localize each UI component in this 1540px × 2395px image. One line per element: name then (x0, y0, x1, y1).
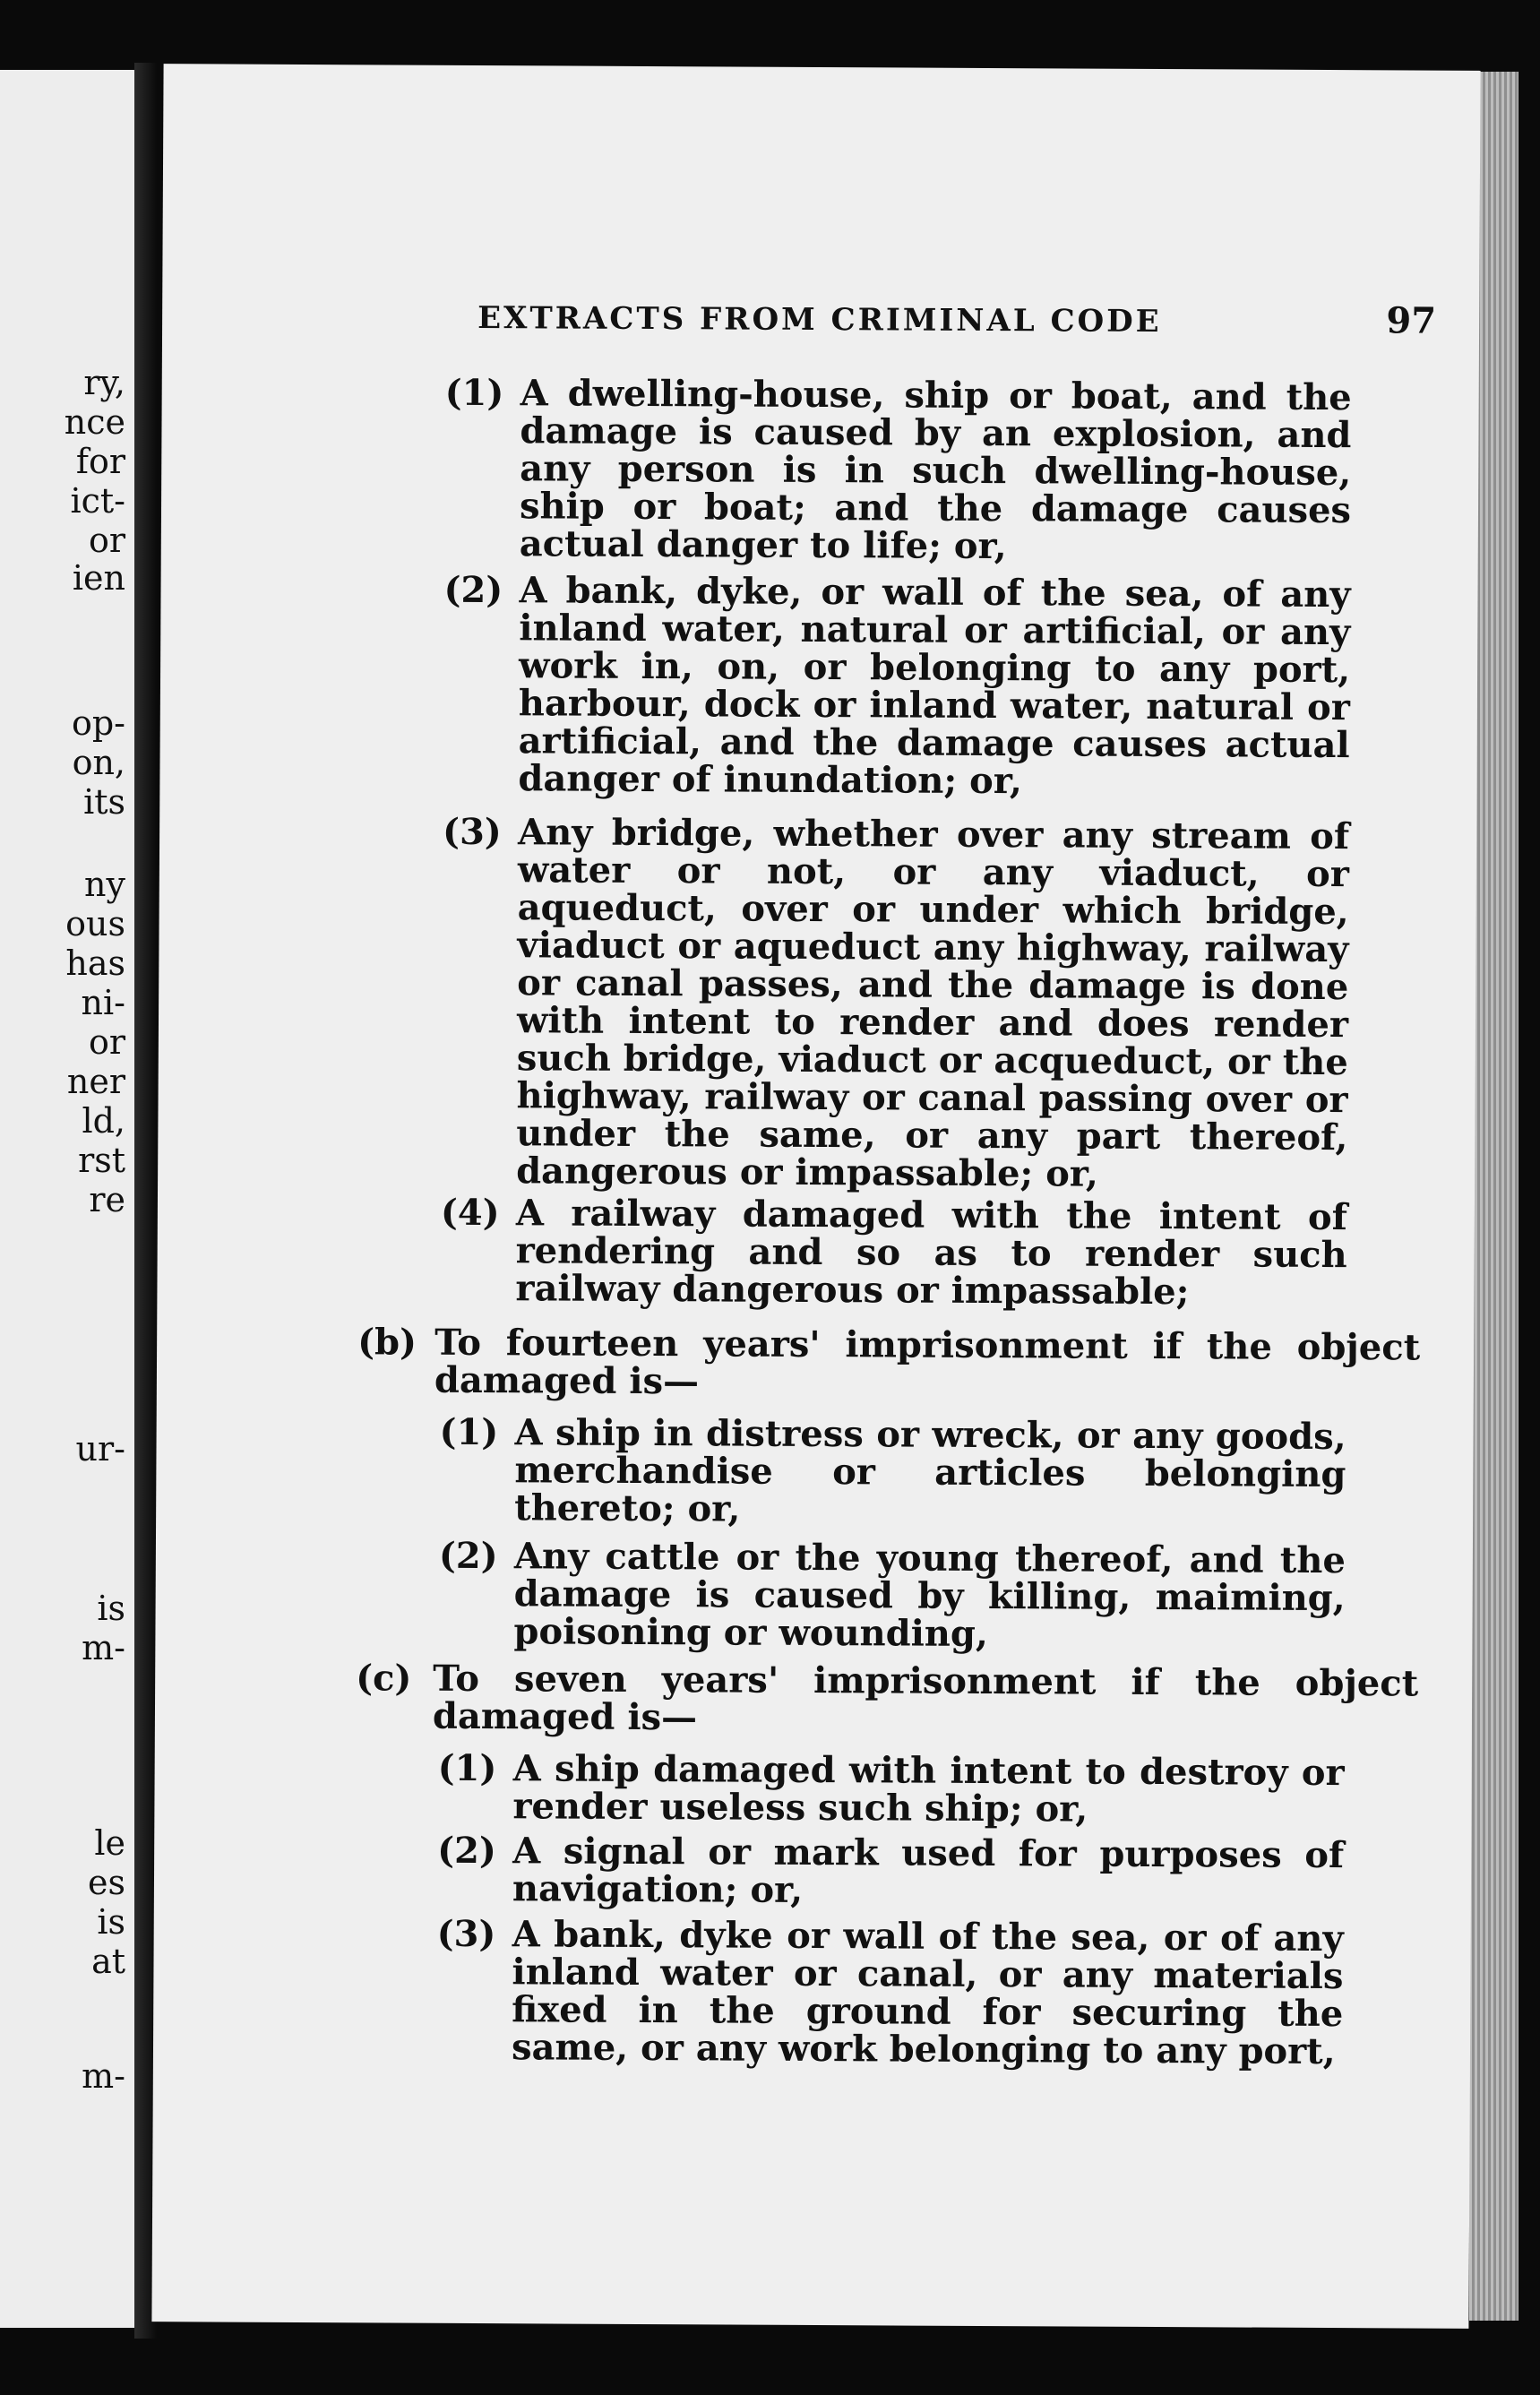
left-page-text: on, (72, 743, 125, 782)
clause-text: To fourteen years' imprisonment if the object damaged is— (434, 1321, 1421, 1403)
left-page-text: is (97, 1589, 125, 1628)
clause-number: (2) (437, 1829, 496, 1873)
clause-text: Any cattle or the young thereof, and the damage is caused by killing, maiming, poisoning or wounding, (513, 1535, 1346, 1656)
page-number: 97 (1386, 299, 1437, 342)
left-page-text: ict- (70, 481, 125, 521)
left-page-text: its (83, 782, 125, 822)
clause-text: A dwelling-house, ship or boat, and the damage is caused by an explosion, and any person is in such dwelling-house, ship or boat; and the damage causes actual danger to life; or, (519, 372, 1352, 568)
running-title: EXTRACTS FROM CRIMINAL CODE (477, 300, 1162, 340)
left-page-text: ld, (82, 1101, 125, 1141)
clause-number: (3) (436, 1912, 496, 1956)
left-page-text: m- (82, 2056, 125, 2096)
clause-text: To seven years' imprisonment if the object damaged is— (432, 1657, 1419, 1739)
left-page-text: ur- (75, 1429, 125, 1469)
clause-text: A railway damaged with the intent of rendering and so as to render such railway dangerous or impassable; (515, 1192, 1348, 1314)
left-page-fragment (0, 70, 134, 2328)
left-page-text: or (88, 1022, 125, 1062)
left-page-text: m- (82, 1628, 125, 1667)
left-page-text: nce (64, 402, 125, 442)
left-page-text: ien (72, 558, 125, 598)
left-page-text: ner (66, 1062, 125, 1101)
clause-text: A bank, dyke or wall of the sea, or of any inland water or canal, or any materials fixed in the ground for securing the same, or any work belonging to any port, (511, 1913, 1344, 2073)
clause-text: A signal or mark used for purposes of navigation; or, (512, 1830, 1345, 1911)
running-header (477, 300, 1436, 350)
page-content (151, 64, 1480, 2329)
clause-number: (b) (357, 1321, 417, 1364)
left-page-text: op- (71, 703, 125, 743)
left-page-text: or (88, 521, 125, 560)
clause-number: (4) (440, 1191, 500, 1235)
left-page-text: has (65, 943, 125, 983)
clause-number: (3) (443, 810, 502, 854)
left-page-text: ny (84, 865, 125, 904)
left-page-text: ry, (83, 363, 125, 402)
clause-number: (2) (443, 568, 503, 612)
left-page-text: at (91, 1942, 125, 1981)
left-page-text: ni- (81, 983, 125, 1022)
clause-number: (1) (437, 1746, 497, 1790)
left-page-text: for (75, 442, 125, 481)
left-page-text: ous (65, 904, 125, 943)
clause-number: (2) (438, 1534, 498, 1578)
clause-text: A bank, dyke, or wall of the sea, of any inland water, natural or artificial, or any work in, on, or belonging to any port, harbour, dock or inland water, natural or artificial, and the damage causes actual danger of inundation; or, (518, 569, 1351, 803)
left-page-text: re (89, 1180, 125, 1219)
left-page-text: rst (78, 1141, 125, 1180)
clause-number: (c) (356, 1657, 412, 1700)
clause-text: A ship in distress or wreck, or any goods, merchandise or articles belonging thereto; or, (514, 1411, 1346, 1530)
left-page-text: is (97, 1902, 125, 1942)
clause-text: Any bridge, whether over any stream of water or not, or any viaduct, or aqueduct, over or under which bridge, viaduct or aqueduct any highway, railway or canal passes, and the damage is done with intent to render and does render such bridge, viaduct or acqueduct, or the highway, railway or canal passing over or under the same, or any part thereof, dangerous or impassable; or, (516, 811, 1350, 1195)
right-page (151, 64, 1480, 2329)
left-page-text: le (94, 1823, 125, 1863)
left-page-text: es (88, 1863, 125, 1902)
clause-number: (1) (444, 371, 504, 415)
clause-text: A ship damaged with intent to destroy or render useless such ship; or, (512, 1747, 1345, 1831)
clause-number: (1) (439, 1410, 499, 1454)
